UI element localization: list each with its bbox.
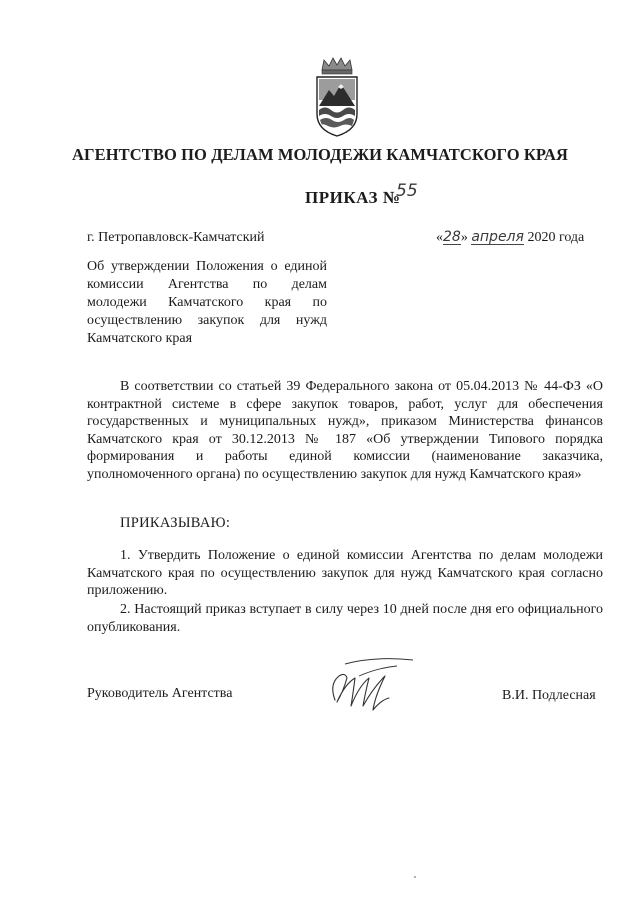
order-item-1: 1. Утвердить Положение о единой комиссии Агентства по делам молодежи Камчатского края по осуществлению закупок для нужд Камчатского края согласно приложению.: [87, 548, 603, 598]
city: г. Петропавловск-Камчатский: [87, 230, 265, 245]
date-month-handwritten: апреля: [471, 229, 524, 245]
order-directive: ПРИКАЗЫВАЮ:: [120, 515, 231, 531]
agency-title: АГЕНТСТВО ПО ДЕЛАМ МОЛОДЕЖИ КАМЧАТСКОГО КРАЯ: [71, 145, 569, 164]
coat-of-arms-icon: [314, 56, 360, 140]
preamble-paragraph: В соответствии со статьей 39 Федерального закона от 05.04.2013 № 44-ФЗ «О контрактной системе в сфере закупок товаров, работ, услуг для обеспечения государственных и муниципальных нужд», приказом Министерства финансов Камчатского края от 30.12.2013 № 187 «Об утверждении Типового порядка формирования и работы единой комиссии (наименование заказчика, уполномоченного органа) по осуществлению закупок для нужд Камчатского края»: [87, 379, 603, 482]
date-close-quote: »: [460, 230, 468, 245]
signer-position: Руководитель Агентства: [87, 686, 233, 701]
date-open-quote: «: [436, 230, 443, 245]
scan-speck: [414, 876, 416, 878]
date-day-handwritten: 28: [443, 229, 461, 245]
order-date: [436, 230, 584, 246]
order-number-handwritten: 55: [396, 181, 418, 201]
signer-name: В.И. Подлесная: [502, 688, 596, 703]
order-item-2: 2. Настоящий приказ вступает в силу через 10 дней после дня его официального опубликования.: [87, 602, 603, 635]
signature-icon: [315, 654, 415, 714]
order-subject: Об утверждении Положения о единой комиссии Агентства по делам молодежи Камчатского края по осуществлению закупок для нужд Камчатского края: [87, 259, 327, 346]
date-year: 2020 года: [527, 230, 585, 245]
order-title: ПРИКАЗ №: [305, 188, 401, 207]
